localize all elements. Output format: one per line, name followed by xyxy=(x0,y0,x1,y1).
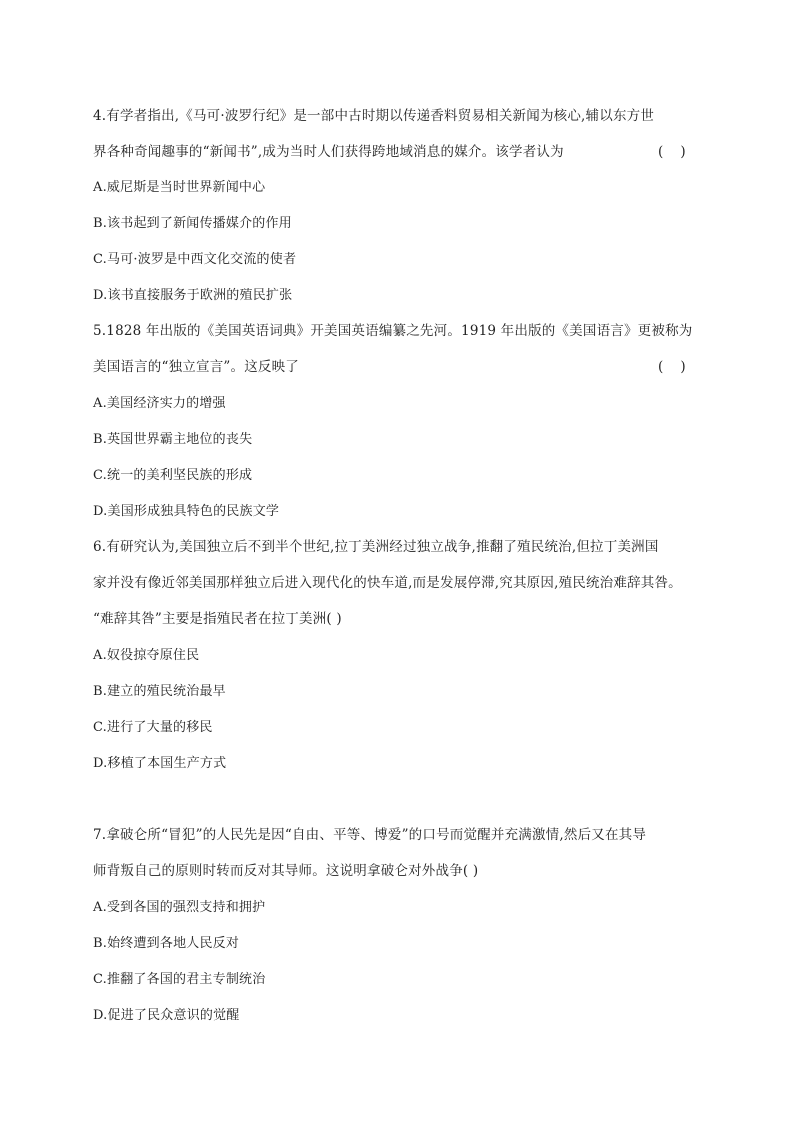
question-4-option-a: A.威尼斯是当时世界新闻中心 xyxy=(93,180,266,195)
question-7-option-c: C.推翻了各国的君主专制统治 xyxy=(93,972,266,987)
question-7-stem-line-2: 师背叛自己的原则时转而反对其导师。这说明拿破仑对外战争( ) xyxy=(93,863,479,879)
question-6-option-d: D.移植了本国生产方式 xyxy=(93,756,227,771)
question-7-option-a: A.受到各国的强烈支持和拥护 xyxy=(93,900,266,915)
question-7-option-d: D.促进了民众意识的觉醒 xyxy=(93,1008,240,1023)
question-4-stem-line-1: 4.有学者指出,《马可·波罗行纪》是一部中古时期以传递香料贸易相关新闻为核心,辅以东方世 xyxy=(93,108,655,124)
question-6-stem-line-3: “难辞其咎”主要是指殖民者在拉丁美洲( ) xyxy=(93,611,342,627)
question-6-stem-line-1: 6.有研究认为,美国独立后不到半个世纪,拉丁美洲经过独立战争,推翻了殖民统治,但拉丁美洲国 xyxy=(93,539,659,555)
question-6-stem-line-2: 家并没有像近邻美国那样独立后进入现代化的快车道,而是发展停滞,究其原因,殖民统治难辞其咎。 xyxy=(93,575,682,591)
question-7-option-b: B.始终遭到各地人民反对 xyxy=(93,936,240,951)
question-4-answer-blank: ( ) xyxy=(658,144,686,160)
question-5-option-b: B.英国世界霸主地位的丧失 xyxy=(93,432,253,447)
question-5-option-a: A.美国经济实力的增强 xyxy=(93,396,226,411)
question-6-option-b: B.建立的殖民统治最早 xyxy=(93,684,226,699)
question-6-option-a: A.奴役掠夺原住民 xyxy=(93,648,200,663)
question-5-option-c: C.统一的美利坚民族的形成 xyxy=(93,468,253,483)
question-4-stem-line-2: 界各种奇闻趣事的“新闻书”,成为当时人们获得跨地域消息的媒介。该学者认为 xyxy=(93,144,564,160)
question-5-stem-line-1: 5.1828 年出版的《美国英语词典》开美国英语编纂之先河。1919 年出版的《美国语言》更被称为 xyxy=(93,323,693,339)
question-4-option-d: D.该书直接服务于欧洲的殖民扩张 xyxy=(93,288,293,303)
question-7-stem-line-1: 7.拿破仑所“冒犯”的人民先是因“自由、平等、博爱”的口号而觉醒并充满激情,然后又在其导 xyxy=(93,827,647,843)
question-5-option-d: D.美国形成独具特色的民族文学 xyxy=(93,504,280,519)
question-4-option-b: B.该书起到了新闻传播媒介的作用 xyxy=(93,216,292,231)
question-5-answer-blank: ( ) xyxy=(658,359,686,375)
question-6-option-c: C.进行了大量的移民 xyxy=(93,720,213,735)
question-4-option-c: C.马可·波罗是中西文化交流的使者 xyxy=(93,252,297,267)
question-5-stem-line-2: 美国语言的“独立宣言”。这反映了 xyxy=(93,359,300,375)
